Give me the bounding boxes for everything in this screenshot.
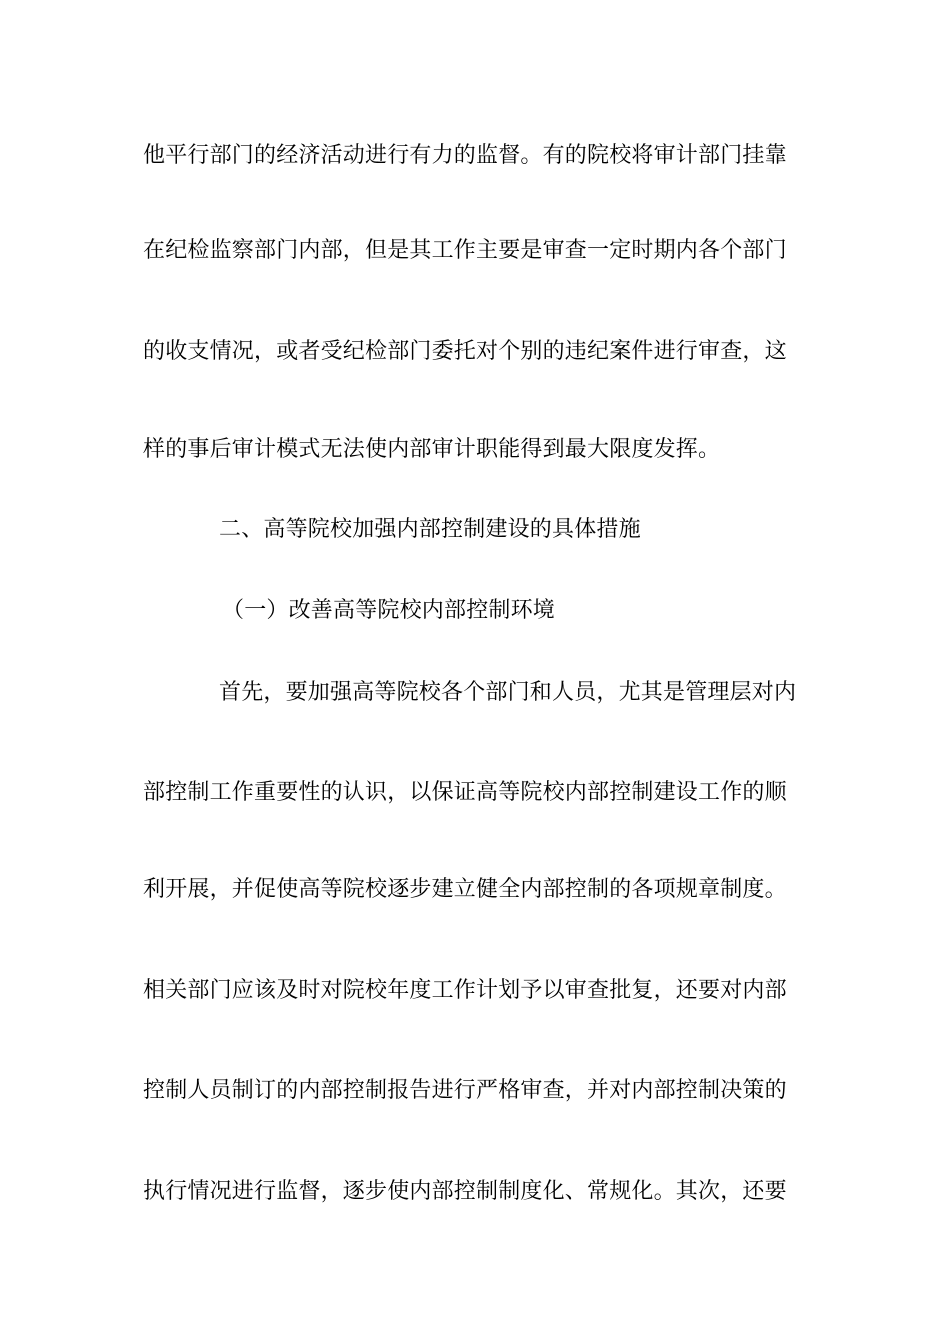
body-text-line: 利开展，并促使高等院校逐步建立健全内部控制的各项规章制度。 [143,877,787,902]
body-text-line: 相关部门应该及时对院校年度工作计划予以审查批复，还要对内部 [143,978,787,1003]
subsection-heading: （一）改善高等院校内部控制环境 [222,598,556,623]
body-text-line: 的收支情况，或者受纪检部门委托对个别的违纪案件进行审查，这 [143,339,787,364]
body-text-line: 部控制工作重要性的认识，以保证高等院校内部控制建设工作的顺 [143,780,787,805]
body-text-line: 在纪检监察部门内部，但是其工作主要是审查一定时期内各个部门 [143,238,787,263]
paragraph-first-line: 首先，要加强高等院校各个部门和人员，尤其是管理层对内 [219,680,797,705]
body-text-line: 他平行部门的经济活动进行有力的监督。有的院校将审计部门挂靠 [143,143,787,168]
body-text-line: 样的事后审计模式无法使内部审计职能得到最大限度发挥。 [143,437,721,462]
section-heading: 二、高等院校加强内部控制建设的具体措施 [219,517,641,542]
body-text-line: 控制人员制订的内部控制报告进行严格审查，并对内部控制决策的 [143,1078,787,1103]
body-text-line: 执行情况进行监督，逐步使内部控制制度化、常规化。其次，还要 [143,1179,787,1204]
